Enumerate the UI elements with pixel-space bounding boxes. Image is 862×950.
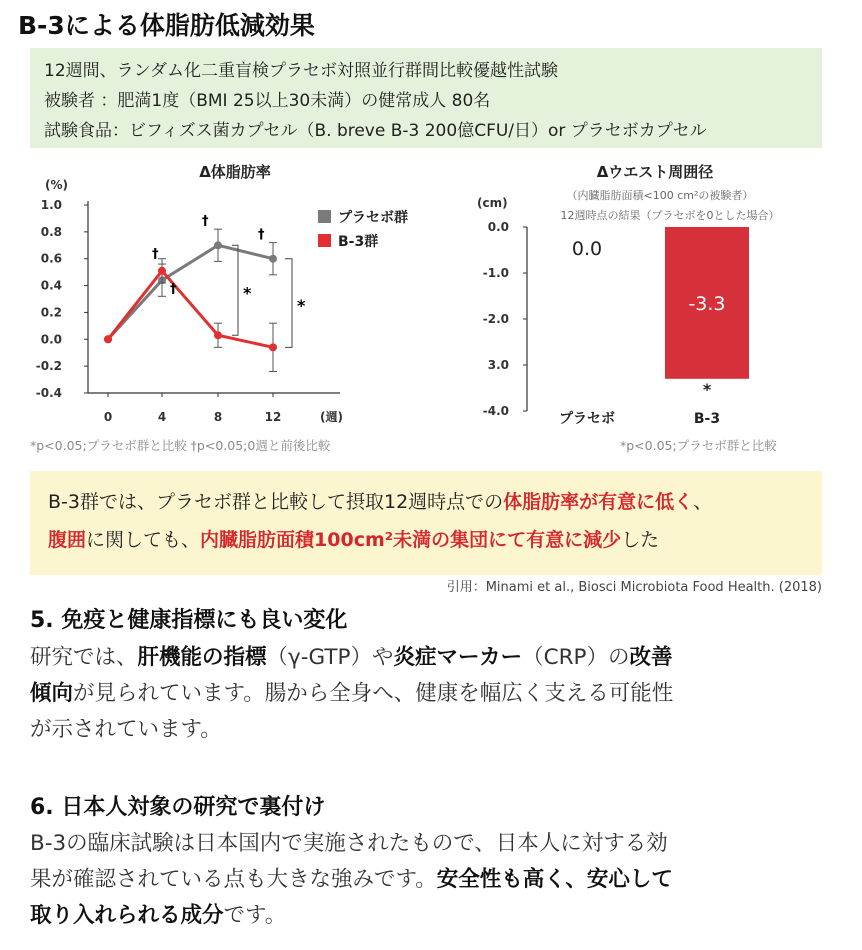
legend-label: プラセボ群	[338, 210, 408, 226]
significance-star: *	[702, 379, 712, 399]
bar-chart-subtitle-1: （内臓脂肪面積<100 cm²の被験者）	[566, 189, 754, 202]
data-point	[158, 267, 166, 275]
bold-text: 安全性も高く、安心して	[436, 867, 673, 892]
section-6-paragraph	[30, 826, 830, 934]
bar-chart-ylabel: (cm)	[477, 196, 508, 210]
text: 研究では、	[30, 645, 138, 670]
data-point	[269, 343, 277, 351]
conclusion-line-2	[48, 521, 804, 559]
y-tick-label: -1.0	[482, 266, 509, 280]
text: です。	[223, 903, 287, 928]
x-tick-label: 8	[213, 410, 223, 424]
bold-text: 改善	[629, 645, 673, 670]
conclusion-highlight: 腹囲	[48, 529, 87, 551]
bold-text: 炎症マーカー	[393, 645, 523, 670]
x-tick-label: 4	[157, 410, 167, 424]
conclusion-box	[30, 471, 822, 575]
text: が示されています。	[30, 717, 222, 742]
dagger-marker: †	[170, 281, 177, 297]
y-tick-label: 0.0	[40, 332, 62, 347]
data-point	[214, 241, 222, 249]
bold-text: 傾向	[30, 681, 74, 706]
conclusion-text: B-3群では、プラセボ群と比較して摂取12週時点での	[48, 491, 504, 513]
data-point	[214, 331, 222, 339]
text: B-3の臨床試験は日本国内で実施されたもので、日本人に対する効	[30, 831, 668, 856]
conclusion-text: 、	[693, 491, 713, 513]
line-chart-ylabel: (%)	[45, 178, 68, 192]
category-label: プラセボ	[559, 411, 615, 427]
y-tick-label: -0.4	[35, 386, 62, 400]
legend-label: B-3群	[338, 234, 379, 250]
bar-chart-title: Δウエスト周囲径	[596, 163, 714, 181]
study-info-box	[30, 48, 822, 148]
conclusion-highlight: 内臓脂肪面積100cm²未満の集団にて有意に減少	[200, 529, 622, 551]
bar	[545, 227, 629, 228]
bar-chart-subtitle-2: 12週時点の結果（プラセボを0とした場合）	[560, 209, 780, 222]
conclusion-line-1	[48, 483, 804, 521]
conclusion-text: した	[621, 529, 660, 551]
y-tick-label: 0.6	[40, 251, 62, 266]
significance-bracket	[232, 245, 238, 335]
category-label: B-3	[693, 411, 721, 427]
y-tick-label: 0.0	[487, 220, 509, 234]
legend-swatch	[318, 234, 331, 247]
section-5-heading: 5. 免疫と健康指標にも良い変化	[30, 608, 348, 633]
y-tick-label: 1.0	[40, 198, 62, 212]
dagger-marker: †	[152, 247, 159, 263]
bar-value-label: 0.0	[571, 238, 603, 260]
y-tick-label: -0.2	[35, 359, 62, 374]
x-tick-label: 0	[103, 410, 113, 424]
section-5-paragraph	[30, 640, 830, 748]
x-tick-label: 12	[264, 410, 282, 424]
bold-text: 肝機能の指標	[137, 645, 267, 670]
text: （γ-GTP）や	[266, 645, 394, 670]
y-tick-label: 3.0	[487, 358, 509, 372]
x-axis-label: (週)	[320, 410, 343, 424]
line-chart-title: Δ体脂肪率	[199, 163, 271, 181]
study-food: 試験食品：ビフィズス菌カプセル（B. breve B-3 200億CFU/日）or プラセボカプセル	[44, 121, 707, 141]
text: （CRP）の	[522, 645, 630, 670]
study-design: 12週間、ランダム化二重盲検プラセボ対照並行群間比較優越性試験	[44, 61, 558, 81]
legend-swatch	[318, 210, 331, 223]
bold-text: 取り入れられる成分	[30, 903, 224, 928]
conclusion-text: に関しても、	[86, 529, 201, 551]
body-fat-line-chart	[20, 155, 460, 435]
data-point	[104, 335, 112, 343]
significance-star: *	[297, 296, 306, 316]
citation: 引用：Minami et al., Biosci Microbiota Food Health. (2018)	[446, 580, 822, 595]
significance-bracket	[285, 259, 292, 348]
dagger-marker: †	[258, 227, 265, 243]
y-tick-label: -2.0	[482, 312, 509, 326]
study-subjects: 被験者 ：肥満1度（BMI 25以上30未満）の健常成人 80名	[44, 91, 491, 111]
y-tick-label: 0.8	[40, 224, 62, 239]
text: 果が確認されている点も大きな強みです。	[30, 867, 437, 892]
dagger-marker: †	[202, 214, 209, 230]
section-6-heading: 6. 日本人対象の研究で裏付け	[30, 795, 326, 820]
waist-bar-chart	[465, 155, 840, 435]
bar-chart-footnote: *p<0.05;プラセボ群と比較	[620, 438, 777, 453]
bar-value-label: -3.3	[688, 292, 726, 315]
conclusion-highlight: 体脂肪率が有意に低く	[503, 491, 694, 513]
significance-star: *	[243, 283, 252, 303]
y-tick-label: -4.0	[482, 404, 509, 418]
text: が見られています。腸から全身へ、健康を幅広く支える可能性	[73, 681, 674, 706]
page-title: B-3による体脂肪低減効果	[18, 11, 315, 40]
y-tick-label: 0.2	[40, 305, 62, 320]
y-tick-label: 0.4	[40, 278, 62, 293]
data-point	[269, 255, 277, 263]
line-chart-footnote: *p<0.05;プラセボ群と比較 †p<0.05;0週と前後比較	[30, 438, 331, 453]
